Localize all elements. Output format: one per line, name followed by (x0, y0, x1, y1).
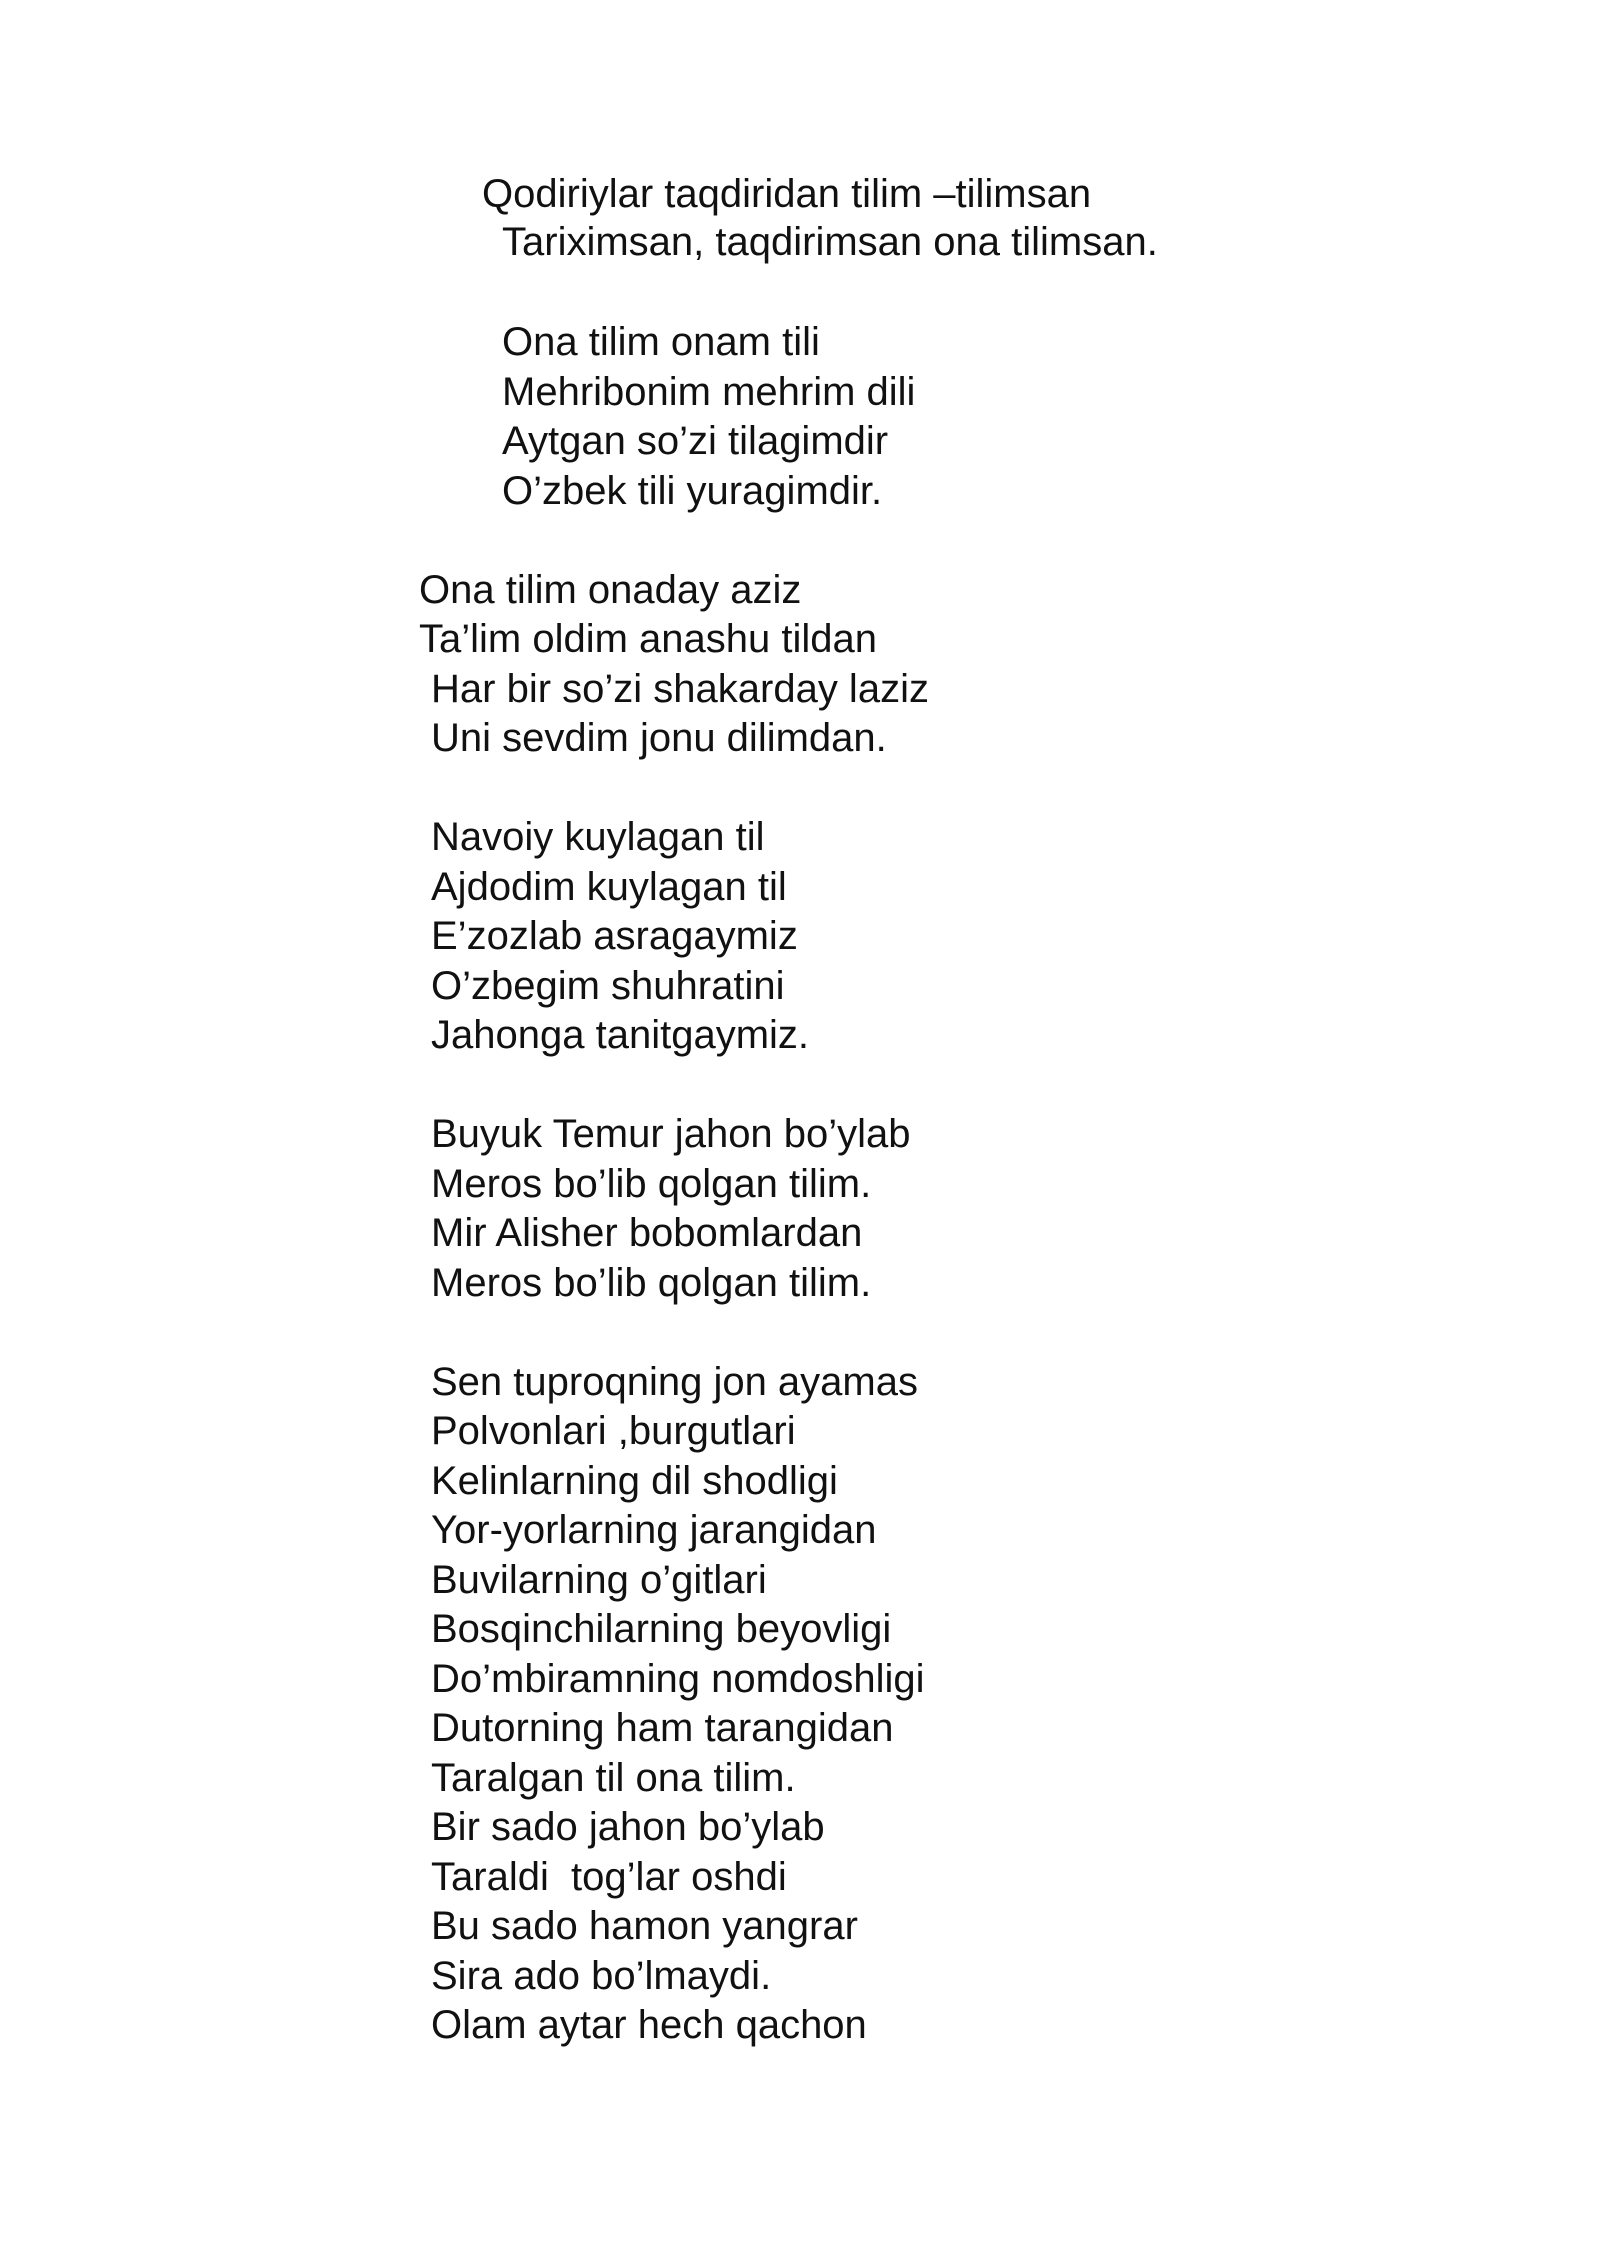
poem-line: Polvonlari ,burgutlari (431, 1409, 796, 1453)
poem-line: Meros bo’lib qolgan tilim. (431, 1261, 872, 1305)
poem-line: Sira ado bo’lmaydi. (431, 1954, 772, 1998)
poem-line: Ona tilim onaday aziz (419, 568, 802, 612)
poem-line: O’zbek tili yuragimdir. (502, 469, 883, 513)
poem-line: Taralgan til ona tilim. (431, 1756, 796, 1800)
poem-line: Jahonga tanitgaymiz. (431, 1013, 810, 1057)
poem-line: Do’mbiramning nomdoshligi (431, 1657, 925, 1701)
poem-line: Mir Alisher bobomlardan (431, 1211, 863, 1255)
poem-line: Qodiriylar taqdiridan tilim –tilimsan (482, 172, 1092, 216)
poem-line: Uni sevdim jonu dilimdan. (431, 716, 887, 760)
poem-line: Har bir so’zi shakarday laziz (431, 667, 929, 711)
poem-line: Bir sado jahon bo’ylab (431, 1805, 825, 1849)
poem-line: O’zbegim shuhratini (431, 964, 785, 1008)
poem-line: Bu sado hamon yangrar (431, 1904, 858, 1948)
poem-line: Ajdodim kuylagan til (431, 865, 787, 909)
poem-line: Taraldi tog’lar oshdi (431, 1855, 787, 1899)
poem-line: Aytgan so’zi tilagimdir (502, 419, 889, 463)
poem-line: Ona tilim onam tili (502, 320, 820, 364)
poem-line: Tariximsan, taqdirimsan ona tilimsan. (502, 220, 1158, 264)
poem-line: Meros bo’lib qolgan tilim. (431, 1162, 872, 1206)
poem-line: Buyuk Temur jahon bo’ylab (431, 1112, 911, 1156)
poem-line: Olam aytar hech qachon (431, 2003, 867, 2047)
poem-line: Ta’lim oldim anashu tildan (419, 617, 878, 661)
poem-line: Dutorning ham tarangidan (431, 1706, 894, 1750)
poem-line: Yor-yorlarning jarangidan (431, 1508, 877, 1552)
poem-line: Bosqinchilarning beyovligi (431, 1607, 892, 1651)
poem-line: E’zozlab asragaymiz (431, 914, 798, 958)
poem-line: Kelinlarning dil shodligi (431, 1459, 838, 1503)
poem-line: Buvilarning o’gitlari (431, 1558, 767, 1602)
poem-line: Sen tuproqning jon ayamas (431, 1360, 918, 1404)
poem-line: Navoiy kuylagan til (431, 815, 765, 859)
poem-line: Mehribonim mehrim dili (502, 370, 916, 414)
